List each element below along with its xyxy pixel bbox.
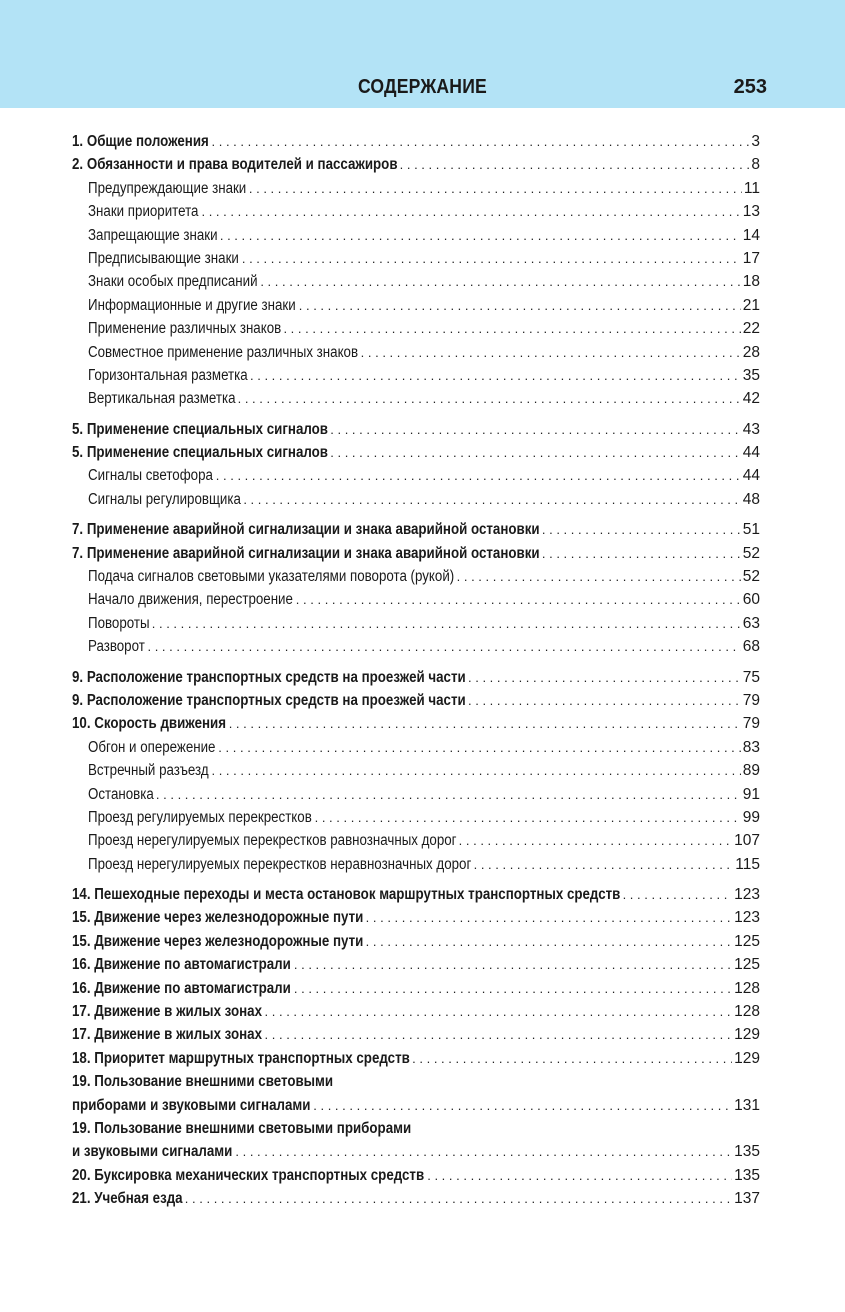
toc-entry[interactable] xyxy=(72,689,760,712)
toc-subentry[interactable] xyxy=(72,387,760,410)
toc-entry-label: 1. Общие положения xyxy=(72,132,209,150)
toc-entry-page: 28 xyxy=(742,343,760,361)
toc-entry-label: Проезд регулируемых перекрестков xyxy=(88,808,312,826)
toc-entry[interactable] xyxy=(72,1140,760,1163)
toc-entry-label: 5. Применение специальных сигналов xyxy=(72,420,328,438)
toc-entry-page: 43 xyxy=(742,420,760,438)
dot-leader xyxy=(220,224,741,247)
dot-leader xyxy=(156,783,741,806)
toc-subentry[interactable] xyxy=(72,759,760,782)
toc-entry-label: 7. Применение аварийной сигнализации и знака аварийной остановки xyxy=(72,521,540,539)
toc-entry-label: 2. Обязанности и права водителей и пассажиров xyxy=(72,156,398,174)
toc-subentry[interactable] xyxy=(72,565,760,588)
toc-entry-page: 115 xyxy=(735,855,760,873)
toc-subentry[interactable] xyxy=(72,736,760,759)
toc-entry-page: 128 xyxy=(734,1003,760,1021)
toc-entry-label: Вертикальная разметка xyxy=(88,390,236,408)
dot-leader xyxy=(330,418,741,441)
table-of-contents xyxy=(72,130,760,1211)
toc-entry-label: 5. Применение специальных сигналов xyxy=(72,444,328,462)
toc-subentry[interactable] xyxy=(72,853,760,876)
toc-entry-label: 19. Пользование внешними световыми приборами xyxy=(72,1120,412,1137)
toc-subentry[interactable] xyxy=(72,341,760,364)
dot-leader xyxy=(265,1000,733,1023)
toc-entry[interactable] xyxy=(72,1094,760,1117)
toc-subentry[interactable] xyxy=(72,200,760,223)
dot-leader xyxy=(294,977,732,1000)
toc-subentry[interactable] xyxy=(72,317,760,340)
toc-entry-label: 21. Учебная езда xyxy=(72,1190,183,1208)
toc-entry-page: 83 xyxy=(742,738,760,756)
toc-entry-label: Совместное применение различных знаков xyxy=(88,343,359,361)
toc-entry[interactable] xyxy=(72,1000,760,1023)
toc-subentry[interactable] xyxy=(72,177,760,200)
toc-entry-label: 17. Движение в жилых зонах xyxy=(72,1003,263,1021)
toc-entry-label: Применение различных знаков xyxy=(88,320,282,338)
dot-leader xyxy=(313,1094,732,1117)
toc-entry-page: 35 xyxy=(742,366,760,384)
toc-entry-label: 9. Расположение транспортных средств на проезжей части xyxy=(72,691,466,709)
dot-leader xyxy=(296,588,741,611)
toc-entry-page: 44 xyxy=(742,444,760,462)
toc-entry[interactable] xyxy=(72,441,760,464)
toc-entry[interactable] xyxy=(72,1117,760,1140)
dot-leader xyxy=(201,200,740,223)
toc-entry-page: 129 xyxy=(734,1026,760,1044)
toc-entry-label: Подача сигналов световыми указателями поворота (рукой) xyxy=(88,568,455,586)
toc-entry-label: 17. Движение в жилых зонах xyxy=(72,1026,263,1044)
toc-entry-label: Сигналы регулировщика xyxy=(88,490,241,508)
dot-leader xyxy=(152,612,741,635)
toc-entry-label: Знаки приоритета xyxy=(88,203,199,221)
toc-subentry[interactable] xyxy=(72,224,760,247)
toc-entry-page: 63 xyxy=(742,614,760,632)
dot-leader xyxy=(260,270,740,293)
toc-subentry[interactable] xyxy=(72,364,760,387)
toc-entry[interactable] xyxy=(72,883,760,906)
toc-entry[interactable] xyxy=(72,1164,760,1187)
toc-subentry[interactable] xyxy=(72,635,760,658)
dot-leader xyxy=(265,1023,733,1046)
toc-entry-page: 123 xyxy=(734,909,760,927)
dot-leader xyxy=(238,387,741,410)
toc-entry[interactable] xyxy=(72,130,760,153)
toc-entry-page: 52 xyxy=(742,544,760,562)
toc-entry-label: приборами и звуковыми сигналами xyxy=(72,1096,311,1114)
toc-entry-label: 19. Пользование внешними световыми xyxy=(72,1073,334,1091)
toc-entry-label: Повороты xyxy=(88,614,150,632)
toc-subentry[interactable] xyxy=(72,783,760,806)
dot-leader xyxy=(218,736,740,759)
toc-entry[interactable] xyxy=(72,518,760,541)
dot-leader xyxy=(249,177,742,200)
dot-leader xyxy=(243,488,740,511)
toc-entry-page: 99 xyxy=(742,808,760,826)
toc-entry-page: 107 xyxy=(734,832,760,850)
dot-leader xyxy=(412,1047,732,1070)
toc-entry-page: 17 xyxy=(742,249,760,267)
toc-entry[interactable] xyxy=(72,977,760,1000)
dot-leader xyxy=(366,907,732,930)
dot-leader xyxy=(212,130,750,153)
toc-entry-label: 9. Расположение транспортных средств на проезжей части xyxy=(72,668,466,686)
toc-entry[interactable] xyxy=(72,712,760,735)
toc-entry-label: 15. Движение через железнодорожные пути xyxy=(72,909,364,927)
toc-entry[interactable] xyxy=(72,153,760,176)
toc-entry-page: 42 xyxy=(742,390,760,408)
dot-leader xyxy=(459,829,732,852)
toc-entry-page: 51 xyxy=(742,521,760,539)
dot-leader xyxy=(400,153,750,176)
toc-entry-page: 11 xyxy=(743,179,760,197)
toc-entry[interactable] xyxy=(72,418,760,441)
toc-entry-page: 137 xyxy=(734,1190,760,1208)
toc-entry-label: Начало движения, перестроение xyxy=(88,591,293,609)
toc-entry-page: 21 xyxy=(742,296,760,314)
toc-entry-label: 16. Движение по автомагистрали xyxy=(72,979,291,997)
toc-entry[interactable] xyxy=(72,953,760,976)
toc-entry-page: 8 xyxy=(751,156,760,174)
toc-entry-page: 44 xyxy=(742,467,760,485)
toc-entry-page: 52 xyxy=(742,568,760,586)
toc-entry[interactable] xyxy=(72,907,760,930)
toc-entry-page: 60 xyxy=(742,591,760,609)
dot-leader xyxy=(542,518,741,541)
toc-entry-label: Горизонтальная разметка xyxy=(88,366,248,384)
dot-leader xyxy=(283,317,740,340)
toc-entry-label: 15. Движение через железнодорожные пути xyxy=(72,932,364,950)
toc-entry-page: 18 xyxy=(742,273,760,291)
dot-leader xyxy=(185,1187,732,1210)
toc-entry-page: 89 xyxy=(742,762,760,780)
dot-leader xyxy=(235,1140,732,1163)
toc-entry-label: 16. Движение по автомагистрали xyxy=(72,956,291,974)
toc-entry-label: и звуковыми сигналами xyxy=(72,1143,233,1161)
toc-subentry[interactable] xyxy=(72,488,760,511)
toc-subentry[interactable] xyxy=(72,464,760,487)
toc-entry-label: Предписывающие знаки xyxy=(88,249,239,267)
toc-entry-page: 123 xyxy=(734,886,760,904)
toc-entry-label: Встречный разъезд xyxy=(88,762,209,780)
toc-subentry[interactable] xyxy=(72,829,760,852)
dot-leader xyxy=(468,689,741,712)
toc-entry-page: 125 xyxy=(734,932,760,950)
dot-leader xyxy=(361,341,741,364)
toc-entry-page: 3 xyxy=(751,132,760,150)
dot-leader xyxy=(294,953,732,976)
toc-entry-label: 10. Скорость движения xyxy=(72,715,227,733)
toc-entry-page: 75 xyxy=(742,668,760,686)
dot-leader xyxy=(211,759,740,782)
toc-entry-label: Остановка xyxy=(88,785,154,803)
dot-leader xyxy=(299,294,741,317)
toc-entry-page: 13 xyxy=(742,203,760,221)
toc-entry[interactable] xyxy=(72,1187,760,1210)
dot-leader xyxy=(427,1164,732,1187)
toc-entry[interactable] xyxy=(72,666,760,689)
dot-leader xyxy=(242,247,741,270)
toc-entry[interactable] xyxy=(72,930,760,953)
dot-leader xyxy=(468,666,741,689)
toc-entry-label: Предупреждающие знаки xyxy=(88,179,247,197)
toc-entry[interactable] xyxy=(72,1070,760,1093)
toc-entry-page: 131 xyxy=(734,1096,760,1114)
page-title: СОДЕРЖАНИЕ xyxy=(357,76,487,98)
dot-leader xyxy=(216,464,741,487)
toc-subentry[interactable] xyxy=(72,270,760,293)
toc-subentry[interactable] xyxy=(72,612,760,635)
toc-entry-label: Знаки особых предписаний xyxy=(88,273,258,291)
toc-entry-label: 18. Приоритет маршрутных транспортных средств xyxy=(72,1049,410,1067)
toc-entry[interactable] xyxy=(72,1047,760,1070)
dot-leader xyxy=(147,635,740,658)
dot-leader xyxy=(315,806,741,829)
toc-entry-label: Информационные и другие знаки xyxy=(88,296,296,314)
toc-entry-page: 79 xyxy=(742,691,760,709)
toc-entry-label: Разворот xyxy=(88,638,145,656)
dot-leader xyxy=(542,542,741,565)
dot-leader xyxy=(457,565,741,588)
toc-entry-label: Обгон и опережение xyxy=(88,738,216,756)
toc-entry[interactable] xyxy=(72,542,760,565)
toc-entry-page: 68 xyxy=(742,638,760,656)
dot-leader xyxy=(474,853,734,876)
toc-entry-label: 20. Буксировка механических транспортных средств xyxy=(72,1166,425,1184)
toc-entry-page: 91 xyxy=(742,785,760,803)
toc-entry[interactable] xyxy=(72,1023,760,1046)
toc-entry-label: 14. Пешеходные переходы и места остановок маршрутных транспортных средств xyxy=(72,886,621,904)
toc-entry-label: Проезд нерегулируемых перекрестков равнозначных дорог xyxy=(88,832,457,850)
toc-subentry[interactable] xyxy=(72,247,760,270)
dot-leader xyxy=(330,441,741,464)
toc-subentry[interactable] xyxy=(72,588,760,611)
toc-entry-page: 125 xyxy=(734,956,760,974)
toc-entry-page: 79 xyxy=(742,715,760,733)
page-number: 253 xyxy=(733,76,767,98)
toc-subentry[interactable] xyxy=(72,806,760,829)
toc-entry-page: 14 xyxy=(742,226,760,244)
dot-leader xyxy=(250,364,741,387)
toc-entry-page: 22 xyxy=(742,320,760,338)
toc-entry-page: 48 xyxy=(742,490,760,508)
toc-entry-label: 7. Применение аварийной сигнализации и знака аварийной остановки xyxy=(72,544,540,562)
toc-subentry[interactable] xyxy=(72,294,760,317)
dot-leader xyxy=(366,930,732,953)
toc-entry-page: 135 xyxy=(734,1143,760,1161)
dot-leader xyxy=(623,883,733,906)
toc-entry-page: 128 xyxy=(734,979,760,997)
dot-leader xyxy=(229,712,741,735)
toc-entry-label: Проезд нерегулируемых перекрестков неравнозначных дорог xyxy=(88,855,472,873)
toc-entry-label: Сигналы светофора xyxy=(88,467,213,485)
toc-entry-page: 135 xyxy=(734,1166,760,1184)
toc-entry-page: 129 xyxy=(734,1049,760,1067)
toc-entry-label: Запрещающие знаки xyxy=(88,226,218,244)
